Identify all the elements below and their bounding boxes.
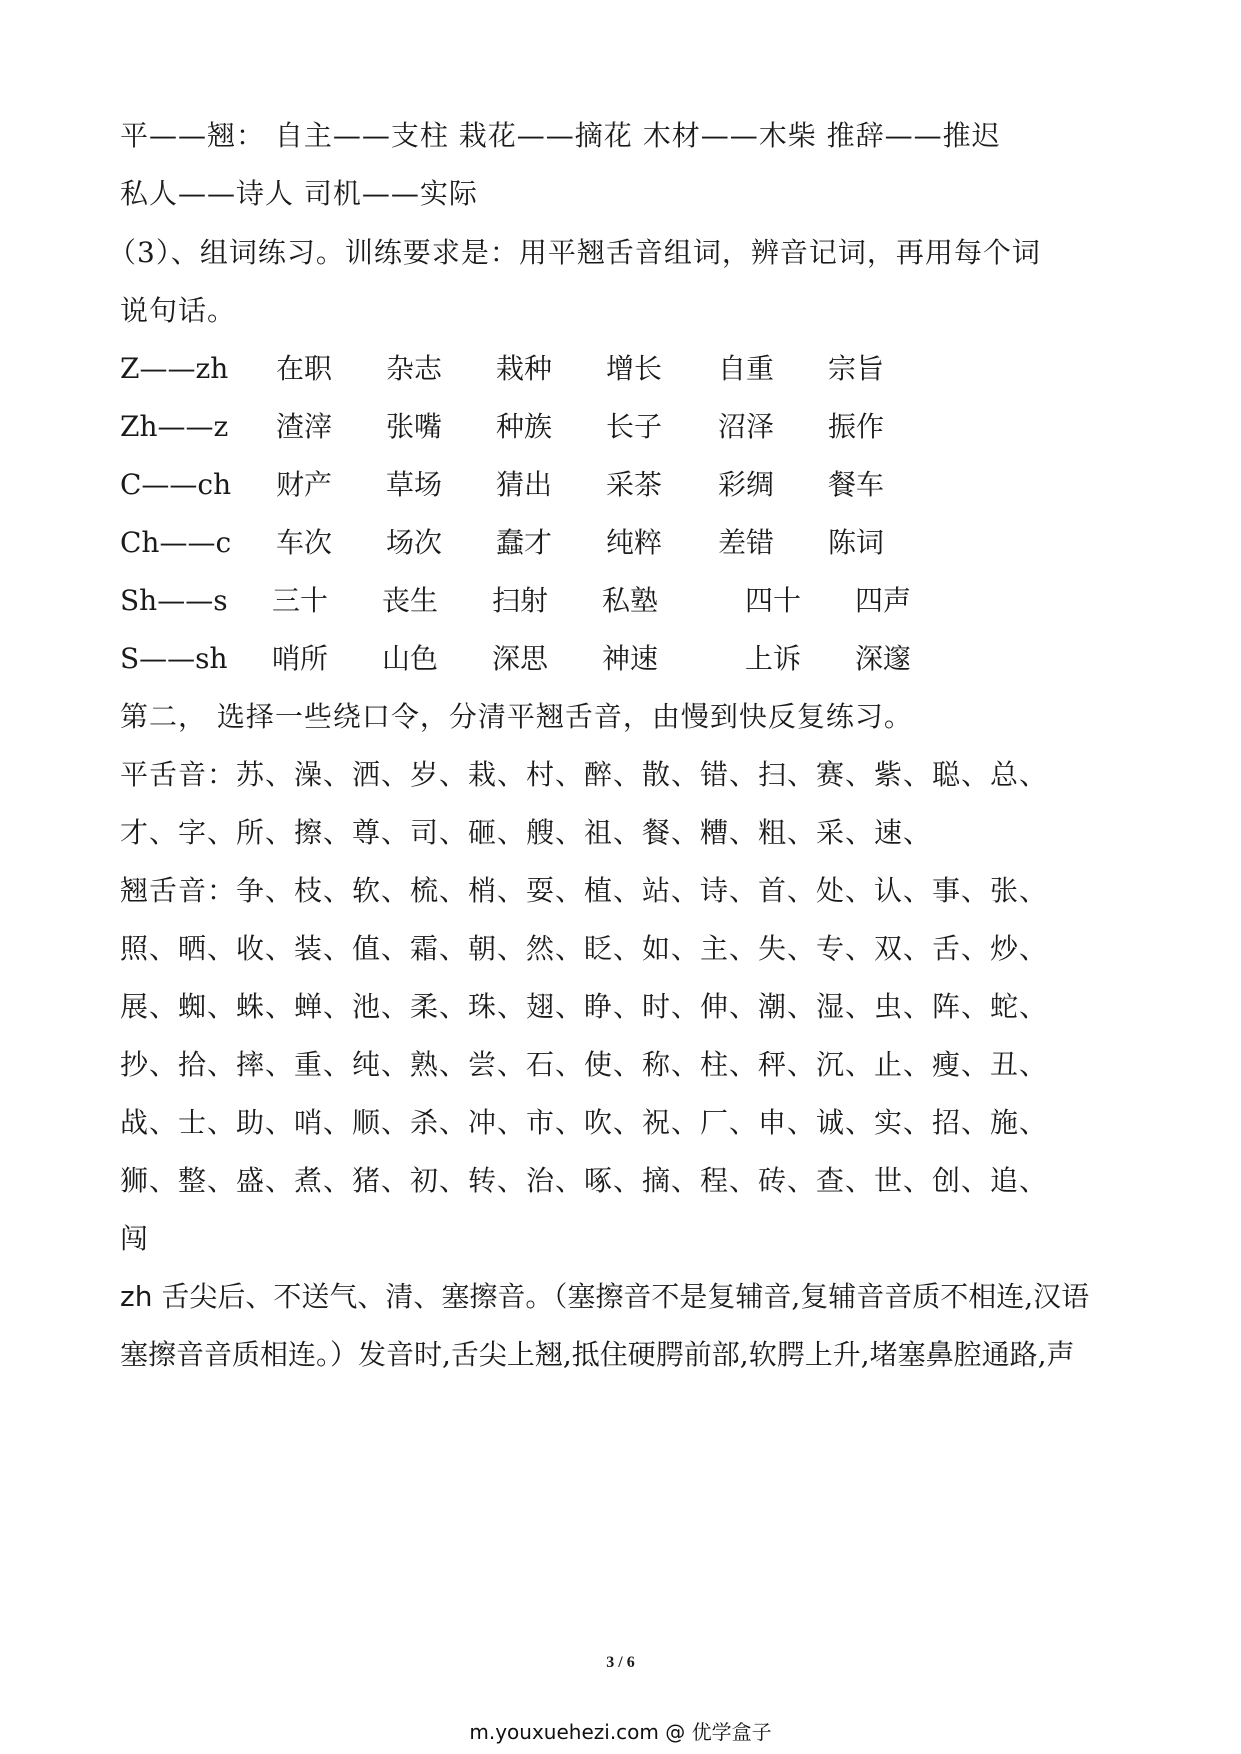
pair-word: 在职 [276, 352, 333, 385]
pair-word: 纯粹 [606, 526, 663, 559]
pair-word: 餐车 [828, 468, 885, 501]
pair-label: S——sh [120, 642, 228, 675]
pair-word: 深邃 [855, 642, 912, 675]
pair-label: Zh——z [120, 410, 229, 443]
pair-word: 张嘴 [386, 410, 443, 443]
pair-intro-line-2: 私人——诗人 司机——实际 [120, 177, 478, 210]
pair-word: 陈词 [828, 526, 885, 559]
footer-watermark: m.youxuehezi.com @ 优学盒子 [469, 1720, 772, 1744]
second-exercise-line: 第二， 选择一些绕口令，分清平翘舌音，由慢到快反复练习。 [120, 700, 913, 733]
flat-tongue-line-2: 才、字、所、擦、尊、司、砸、艘、祖、餐、糟、粗、采、速、 [120, 816, 933, 849]
pair-word: 栽种 [496, 352, 553, 385]
pair-word: 场次 [386, 526, 443, 559]
pair-word: 采茶 [606, 468, 663, 501]
pair-word: 宗旨 [828, 352, 885, 385]
zh-description-line-2: 塞擦音音质相连。）发音时,舌尖上翘,抵住硬腭前部,软腭上升,堵塞鼻腔通路,声 [120, 1338, 1075, 1371]
pair-word: 车次 [276, 526, 333, 559]
page-number: 3 / 6 [606, 1654, 635, 1671]
pair-word: 自重 [718, 352, 775, 385]
retroflex-line-1: 翘舌音：争、枝、软、梳、梢、耍、植、站、诗、首、处、认、事、张、 [120, 874, 1049, 907]
pair-word: 彩绸 [718, 468, 775, 501]
zh-description-line-1 [120, 1277, 1130, 1317]
retroflex-line-3: 展、蜘、蛛、蝉、池、柔、珠、翅、睁、时、伸、潮、湿、虫、阵、蛇、 [120, 990, 1049, 1023]
pair-word: 深思 [492, 642, 549, 675]
retroflex-line-5: 战、士、助、哨、顺、杀、冲、市、吹、祝、厂、申、诚、实、招、施、 [120, 1106, 1049, 1139]
pair-word: 财产 [276, 468, 333, 501]
pair-word: 哨所 [272, 642, 329, 675]
pair-label: Ch——c [120, 526, 232, 559]
pair-label: Sh——s [120, 584, 228, 617]
pair-word: 私塾 [602, 584, 659, 617]
pair-word: 神速 [602, 642, 659, 675]
pair-word: 山色 [382, 642, 439, 675]
pair-word: 三十 [272, 584, 329, 617]
pair-word: 长子 [606, 410, 663, 443]
pair-word: 振作 [828, 410, 885, 443]
zh-description-text: 舌尖后、不送气、清、塞擦音。（塞擦音不是复辅音,复辅音音质不相连,汉语 [152, 1280, 1090, 1313]
pair-word: 四声 [855, 584, 912, 617]
flat-tongue-line-1: 平舌音：苏、澡、洒、岁、栽、村、醉、散、错、扫、赛、紫、聪、总、 [120, 758, 1049, 791]
pair-word: 草场 [386, 468, 443, 501]
retroflex-line-6: 狮、整、盛、煮、猪、初、转、治、啄、摘、程、砖、查、世、创、追、 [120, 1164, 1049, 1197]
pair-word: 四十 [745, 584, 802, 617]
pair-word: 差错 [718, 526, 775, 559]
pair-word: 上诉 [745, 642, 802, 675]
retroflex-line-7: 闯 [120, 1222, 150, 1255]
retroflex-line-2: 照、晒、收、装、值、霜、朝、然、眨、如、主、失、专、双、舌、炒、 [120, 932, 1049, 965]
pair-word: 沼泽 [718, 410, 775, 443]
pair-word: 渣滓 [276, 410, 333, 443]
exercise-3-line-1: （3）、组词练习。训练要求是：用平翘舌音组词，辨音记词，再用每个词 [108, 236, 1041, 269]
pair-word: 猜出 [496, 468, 553, 501]
pair-word: 种族 [496, 410, 553, 443]
retroflex-line-4: 抄、拾、摔、重、纯、熟、尝、石、使、称、柱、秤、沉、止、瘦、丑、 [120, 1048, 1049, 1081]
pair-label: Z——zh [120, 352, 229, 385]
exercise-3-line-2: 说句话。 [120, 294, 237, 327]
pair-word: 扫射 [492, 584, 549, 617]
pair-word: 蠢才 [496, 526, 553, 559]
pair-word: 增长 [606, 352, 663, 385]
pair-word: 杂志 [386, 352, 443, 385]
pair-intro-line-1: 平——翘： 自主——支柱 栽花——摘花 木材——木柴 推辞——推迟 [120, 119, 1001, 152]
pair-label: C——ch [120, 468, 232, 501]
pair-word: 丧生 [382, 584, 439, 617]
zh-initial: zh [120, 1280, 153, 1313]
